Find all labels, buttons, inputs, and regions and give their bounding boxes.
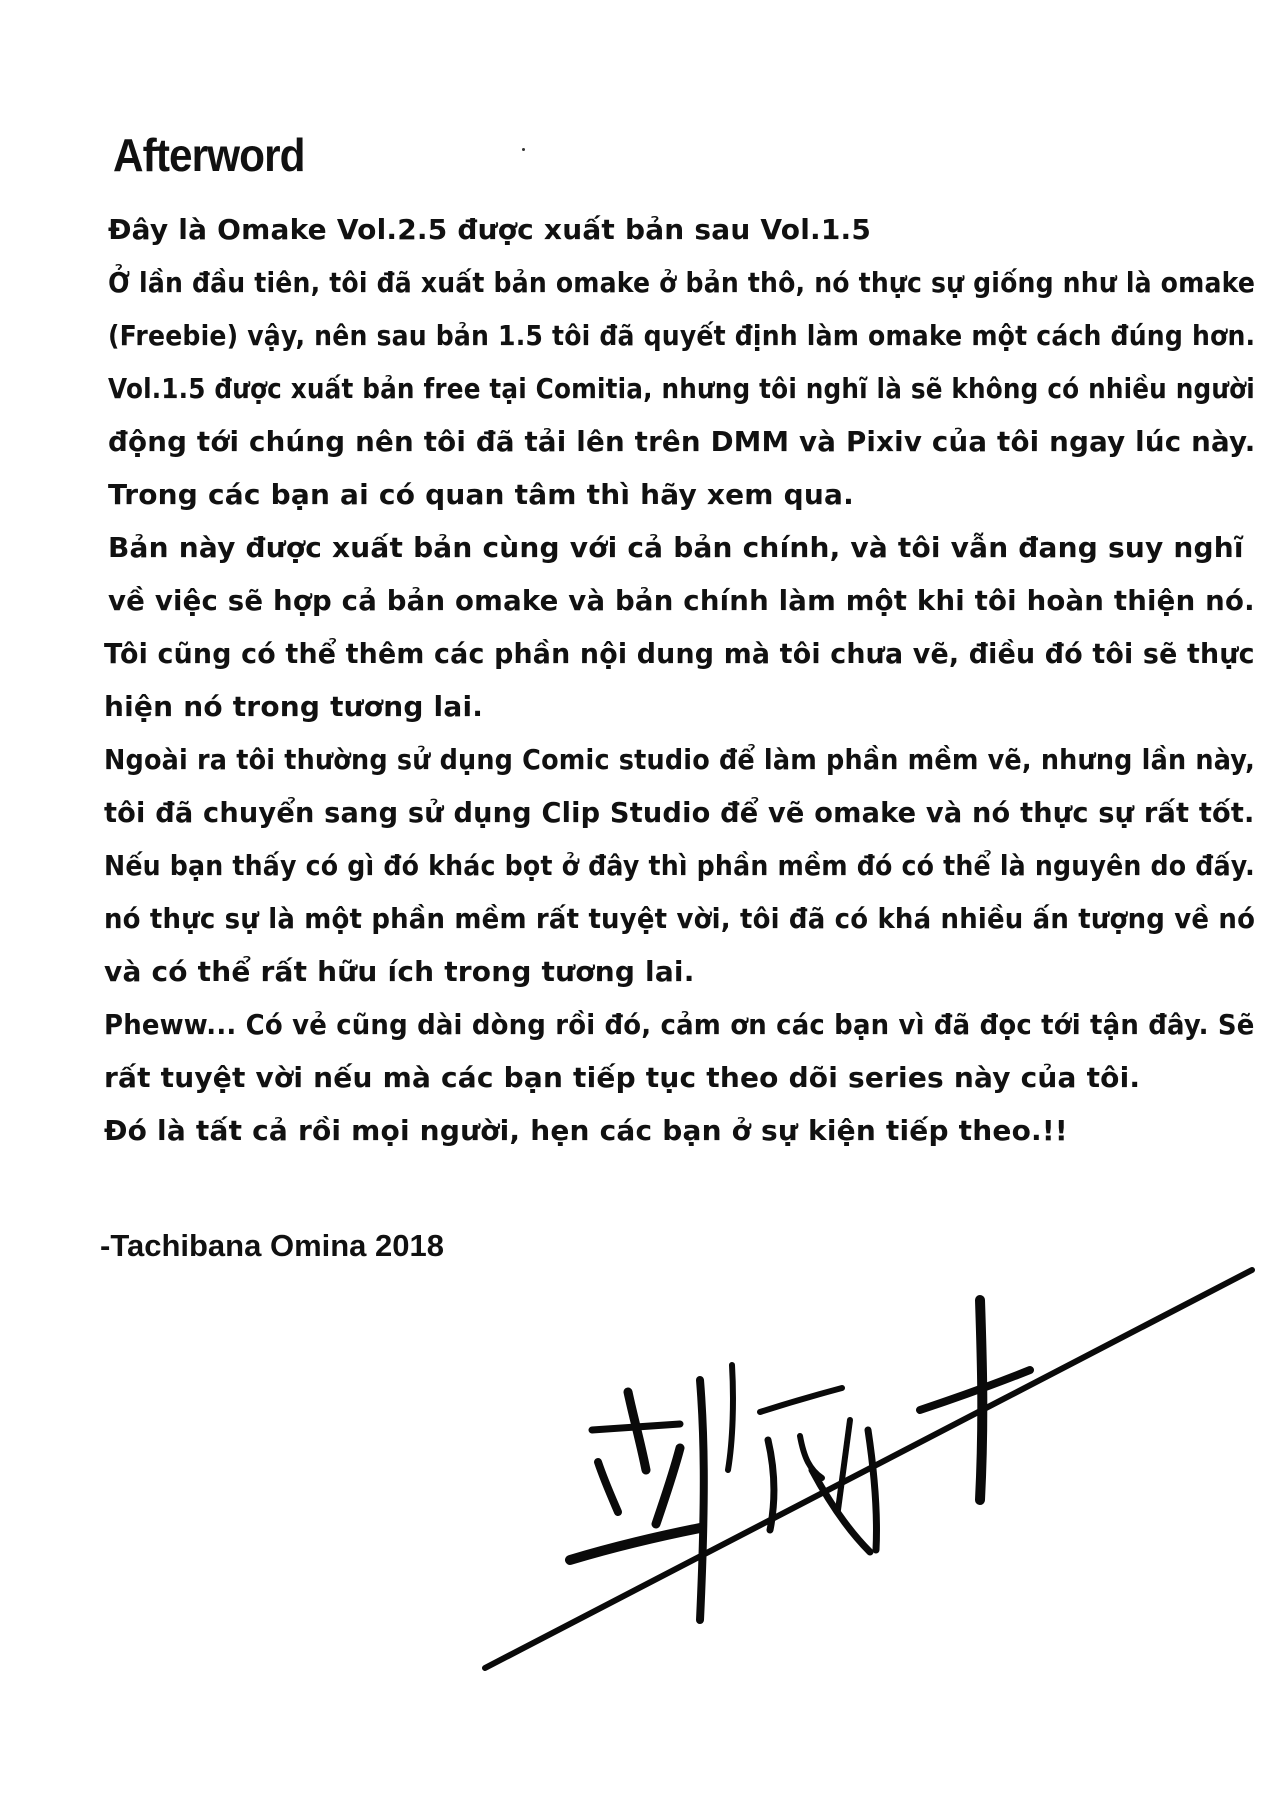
body-line: hiện nó trong tương lai. [104, 690, 484, 723]
body-line: Vol.1.5 được xuất bản free tại Comitia, nhưng tôi nghĩ là sẽ không có nhiều người [108, 372, 1255, 405]
body-line: Tôi cũng có thể thêm các phần nội dung mà tôi chưa vẽ, điều đó tôi sẽ thực [104, 637, 1255, 670]
body-line: tôi đã chuyển sang sử dụng Clip Studio để vẽ omake và nó thực sự rất tốt. [104, 796, 1255, 829]
body-line: Nếu bạn thấy có gì đó khác bọt ở đây thì phần mềm đó có thể là nguyên do đấy. [104, 849, 1255, 882]
body-line: Trong các bạn ai có quan tâm thì hãy xem qua. [108, 478, 854, 511]
body-line: Đây là Omake Vol.2.5 được xuất bản sau Vol.1.5 [108, 213, 872, 246]
body-line: rất tuyệt vời nếu mà các bạn tiếp tục theo dõi series này của tôi. [104, 1061, 1141, 1094]
body-line: (Freebie) vậy, nên sau bản 1.5 tôi đã quyết định làm omake một cách đúng hơn. [108, 319, 1256, 352]
author-signoff: -Tachibana Omina 2018 [100, 1228, 444, 1263]
body-line: về việc sẽ hợp cả bản omake và bản chính làm một khi tôi hoàn thiện nó. [108, 584, 1255, 617]
body-line: và có thể rất hữu ích trong tương lai. [104, 955, 695, 988]
body-line: Ngoài ra tôi thường sử dụng Comic studio để làm phần mềm vẽ, nhưng lần này, [104, 743, 1255, 776]
body-line: động tới chúng nên tôi đã tải lên trên DMM và Pixiv của tôi ngay lúc này. [108, 425, 1256, 458]
body-line: Đó là tất cả rồi mọi người, hẹn các bạn ở sự kiện tiếp theo.!! [104, 1114, 1068, 1147]
body-line: Pheww... Có vẻ cũng dài dòng rồi đó, cảm ơn các bạn vì đã đọc tới tận đây. Sẽ [104, 1008, 1255, 1041]
page-title: Afterword [113, 129, 305, 181]
body-line: Bản này được xuất bản cùng với cả bản chính, và tôi vẫn đang suy nghĩ [108, 531, 1244, 564]
body-line: nó thực sự là một phần mềm rất tuyệt vời, tôi đã có khá nhiều ấn tượng về nó [104, 902, 1256, 935]
body-line: Ở lần đầu tiên, tôi đã xuất bản omake ở bản thô, nó thực sự giống như là omake [108, 266, 1256, 299]
